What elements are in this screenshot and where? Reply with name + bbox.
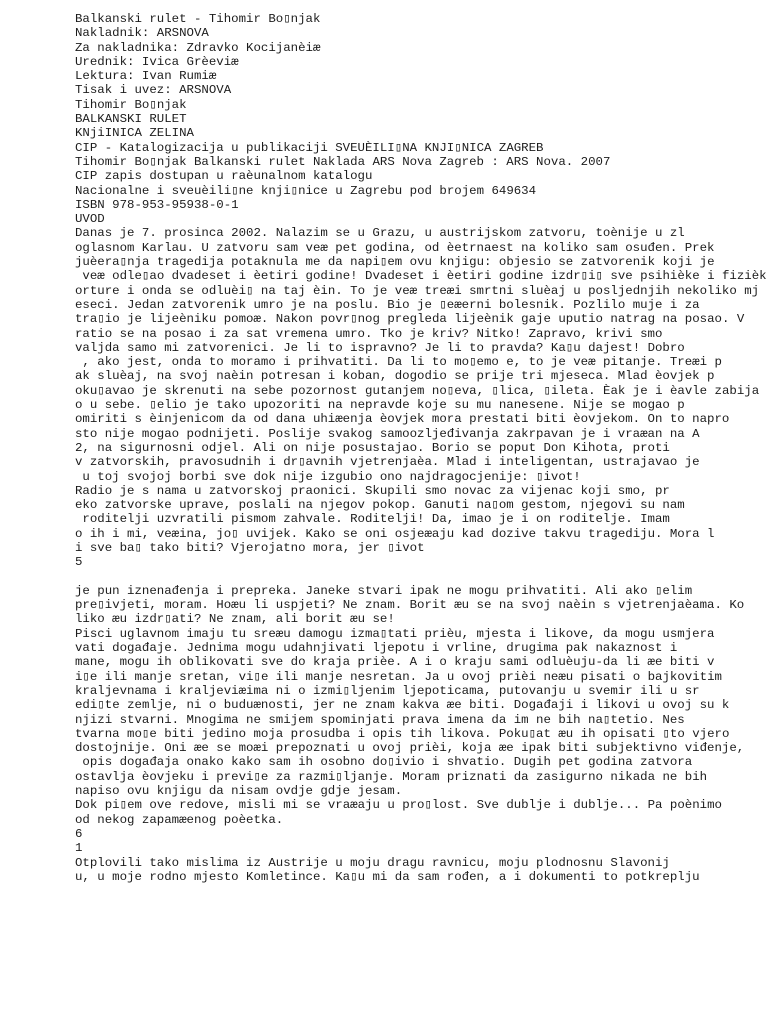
text-line: liko æu izdr▯ati? Ne znam, ali borit æu se! <box>75 612 395 627</box>
text-line: BALKANSKI RULET <box>75 112 187 127</box>
text-line: u, u moje rodno mjesto Komletince. Ka▯u mi da sam rođen, a i dokumenti to potkreplju <box>75 869 700 884</box>
text-line: orture i onda se odluèi▯ na taj èin. To je veæ treæi smrtni sluèaj u posljednjih nekoliko mj <box>75 283 760 298</box>
text-line: Dok pi▯em ove redove, misli mi se vraæaju u pro▯lost. Sve dublje i dublje... Pa poènimo <box>75 798 722 813</box>
text-line: ostavlja èovjeku i previ▯e za razmi▯ljanje. Moram priznati da zasigurno nikada ne bih <box>75 769 708 784</box>
text-line: 6 <box>75 826 83 841</box>
text-line: opis događaja onako kako sam ih osobno do▯ivio i shvatio. Dugih pet godina zatvora <box>75 755 693 770</box>
text-line: Balkanski rulet - Tihomir Bo▯njak <box>75 12 321 26</box>
text-line: o u sebe. ▯elio je tako upozoriti na nepravde koje su mu nanesene. Nije se mogao p <box>75 398 685 413</box>
section-heading: UVOD <box>75 212 105 227</box>
text-line: Urednik: Ivica Grèeviæ <box>75 54 239 69</box>
text-line: dostojnije. Oni æe se moæi prepoznati u ovoj prièi, koja æe ipak biti subjektivno viđenje, <box>75 741 745 756</box>
text-line: Radio je s nama u zatvorskoj praonici. Skupili smo novac za vijenac koji smo, pr <box>75 483 670 498</box>
document-page <box>75 12 768 1024</box>
page-number: 5 <box>75 555 83 570</box>
page-number: 1 <box>75 841 83 856</box>
text-line: eko zatvorske uprave, poslali na njegov pokop. Ganuti na▯om gestom, njegovi su nam <box>75 498 685 513</box>
text-line: CIP zapis dostupan u raèunalnom katalogu <box>75 169 373 184</box>
chapter-number: Otplovili tako mislima iz Austrije u moju dragu ravnicu, moju plodnosnu Slavonij <box>75 855 670 870</box>
text-line: kraljevnama i kraljeviæima ni o izmi▯ljenim ljepoticama, putovanju u svemir ili u sr <box>75 683 700 698</box>
text-line: Tihomir Bo▯njak Balkanski rulet Naklada ARS Nova Zagreb : ARS Nova. 2007 <box>75 154 611 169</box>
text-line: ak sluèaj, na svoj naèin potresan i koban, dogodio se prije tri mjeseca. Mlad èovjek p <box>75 369 715 384</box>
text-line: i sve ba▯ tako biti? Vjerojatno mora, jer ▯ivot <box>75 540 425 555</box>
text-line: njizi stvarni. Mnogima ne smijem spominjati prava imena da im ne bih na▯tetio. Nes <box>75 712 685 727</box>
text-line: mane, mogu ih oblikovati sve do kraja prièe. A i o kraju sami odluèuju-da li æe biti v <box>75 655 715 670</box>
text-line: o ih i mi, veæina, jo▯ uvijek. Kako se oni osjeæaju kad dozive takvu tragediju. Mora l <box>75 526 715 541</box>
text-line: roditelji uzvratili pismom zahvale. Roditelji! Da, imao je i on roditelje. Imam <box>75 512 670 527</box>
text-line: tra▯io je lijeèniku pomoæ. Nakon povr▯nog pregleda lijeènik gaje uputio natrag na posao. V <box>75 312 745 327</box>
text-line: napiso ovu knjigu da nisam ovdje gdje jesam. <box>75 784 403 799</box>
text-line: Za nakladnika: Zdravko Kocijanèiæ <box>75 40 321 55</box>
text-line: , ako jest, onda to moramo i prihvatiti. Da li to mo▯emo e, to je veæ pitanje. Treæi p <box>75 355 722 370</box>
text-line: u toj svojoj borbi sve dok nije izgubio ono najdragocjenije: ▯ivot! <box>75 469 581 484</box>
text-line: oku▯avao je skrenuti na sebe pozornost gutanjem no▯eva, ▯lica, ▯ileta. Èak je i èavle zabija <box>75 383 760 398</box>
text-line: pre▯ivjeti, moram. Hoæu li uspjeti? Ne znam. Borit æu se na svoj naèin s vjetrenjaèama. Ko <box>75 598 745 613</box>
text-line: ratio se na posao i za sat vremena umro. Tko je kriv? Nitko! Zapravo, krivi smo <box>75 326 663 341</box>
text-line: Danas je 7. prosinca 2002. Nalazim se u Grazu, u austrijskom zatvoru, toènije u zl <box>75 226 685 241</box>
text-line: Nakladnik: ARSNOVA <box>75 26 209 41</box>
text-line: Lektura: Ivan Rumiæ <box>75 69 217 84</box>
text-line: omiriti s èinjenicom da od dana uhiæenja èovjek mora prestati biti èovjekom. On to napro <box>75 412 730 427</box>
text-line: sto nije mogao podnijeti. Poslije svakog samoozljeđivanja zakrpavan je i vraæan na A <box>75 426 700 441</box>
text-line: i▯e ili manje sretan, vi▯e ili manje nesretan. Ja u ovoj prièi neæu pisati o bajkovitim <box>75 669 722 684</box>
text-line: je pun iznenađenja i prepreka. Janeke stvari ipak ne mogu prihvatiti. Ali ako ▯elim <box>75 583 693 598</box>
text-line: veæ odle▯ao dvadeset i èetiri godine! Dvadeset i èetiri godine izdr▯i▯ sve psihièke i fizièk <box>75 269 767 284</box>
text-line: Tisak i uvez: ARSNOVA <box>75 83 232 98</box>
text-line: juèera▯nja tragedija potaknula me da napi▯em ovu knjigu: objesio se zatvorenik koji je <box>75 255 715 270</box>
text-line: ISBN 978-953-95938-0-1 <box>75 197 239 212</box>
text-line: Tihomir Bo▯njak <box>75 97 187 112</box>
text-line: eseci. Jedan zatvorenik umro je na poslu. Bio je ▯eæerni bolesnik. Pozlilo muje i za <box>75 297 700 312</box>
text-line: oglasnom Karlau. U zatvoru sam veæ pet godina, od èetrnaest na koliko sam osuđen. Prek <box>75 240 715 255</box>
text-line <box>75 884 768 898</box>
text-line: vati događaje. Jednima mogu udahnjivati ljepotu i vrline, drugima pak nakaznost i <box>75 641 678 656</box>
text-line: valjda samo mi zatvorenici. Je li to ispravno? Je li to pravda? Ka▯u dajest! Dobro <box>75 340 685 355</box>
text-line: v zatvorskih, pravosudnih i dr▯avnih vjetrenjaèa. Mlad i inteligentan, ustrajavao je <box>75 455 700 470</box>
text-line: 2, na sigurnosni odjel. Ali on nije posustajao. Borio se poput Don Kihota, proti <box>75 440 670 455</box>
text-line: edi▯te zemlje, ni o buduænosti, jer ne znam kakva æe biti. Događaji i likovi u ovoj su k <box>75 698 730 713</box>
text-line: tvarna mo▯e biti jedino moja prosudba i opis tih likova. Poku▯at æu ih opisati ▯to vjero <box>75 726 730 741</box>
text-line: KNjiINICA ZELINA <box>75 126 194 141</box>
text-line: CIP - Katalogizacija u publikaciji SVEUÈILI▯NA KNJI▯NICA ZAGREB <box>75 140 544 155</box>
text-line: Pisci uglavnom imaju tu sreæu damogu izma▯tati prièu, mjesta i likove, da mogu usmjera <box>75 626 715 641</box>
text-line: od nekog zapamæenog poèetka. <box>75 812 284 827</box>
text-line: Nacionalne i sveuèili▯ne knji▯nice u Zagrebu pod brojem 649634 <box>75 183 537 198</box>
